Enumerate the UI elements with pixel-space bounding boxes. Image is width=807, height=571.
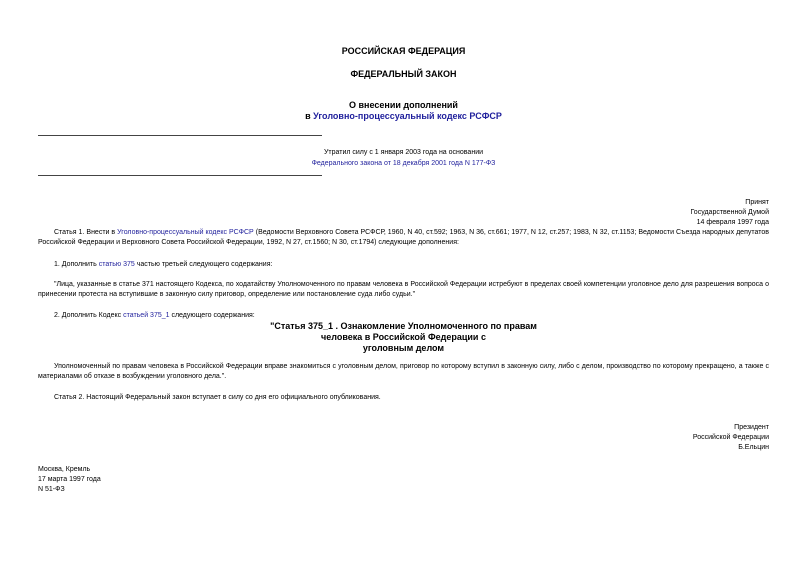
quote-1-paragraph: "Лица, указанные в статье 371 настоящего Кодекса, по ходатайству Уполномоченного по правам человека в Российской Федерации истребуют в пределах своей компетенции уголовное дело для разрешения вопроса о принесении протеста на вступившие в законную силу приговор, определение или постановление суда либо судьи."	[38, 281, 769, 298]
article-375-1-link[interactable]: статьей 375_1	[123, 312, 170, 319]
code-link-title[interactable]: Уголовно-процессуальный кодекс РСФСР	[313, 111, 502, 121]
signature-title: Президент	[734, 424, 769, 431]
new-article-text: Уполномоченный по правам человека в Российской Федерации вправе знакомиться с уголовным делом, приговор по которому вступил в законную силу, либо с делом, производство по которому прекращено, а также с материалами об отказе в возбуждении уголовного дела.".	[38, 363, 769, 380]
repeal-law-link[interactable]: Федерального закона от 18 декабря 2001 года N 177-ФЗ	[311, 160, 496, 167]
adopted-label: Принят	[745, 199, 769, 206]
signature-name: Б.Ельцин	[738, 444, 769, 451]
new-article-title-line3: уголовным делом	[362, 343, 445, 353]
doc-type-heading: ФЕДЕРАЛЬНЫЙ ЗАКОН	[350, 69, 457, 79]
divider-bottom	[38, 175, 322, 176]
signing-date: 17 марта 1997 года	[38, 476, 101, 483]
article-1-paragraph	[38, 228, 769, 248]
signature-org: Российской Федерации	[692, 434, 769, 441]
signing-place: Москва, Кремль	[38, 466, 91, 473]
article-1-text: (Ведомости Верховного Совета РСФСР, 1960, N 40, ст.592; 1963, N 36, ст.661; 1977, N 12, ст.257; 1983, N 32, ст.1153; Ведомости Съезда народных депутатов Российской Федерации и Верховного Совета Российской Федерации, 1992, N 27, ст.1560; N 30, ст.1794) следующие дополнения:	[38, 229, 769, 246]
status-line: Утратил силу с 1 января 2003 года на основании	[323, 149, 484, 156]
divider-top	[38, 135, 322, 136]
item-2-prefix: 2. Дополнить Кодекс	[54, 312, 122, 319]
law-title-line1: О внесении дополнений	[349, 100, 458, 110]
item-2-paragraph	[38, 311, 769, 321]
new-article-title-line1: "Статья 375_1 . Ознакомление Уполномоченного по правам	[270, 321, 537, 331]
law-title-prefix: в	[305, 111, 311, 121]
law-number: N 51-ФЗ	[38, 486, 65, 493]
code-link-article1[interactable]: Уголовно-процессуальный кодекс РСФСР	[117, 229, 254, 236]
item-2-text: следующего содержания:	[171, 312, 255, 319]
article-1-prefix: Статья 1. Внести в	[54, 229, 116, 236]
new-article-title-line2: человека в Российской Федерации с	[321, 332, 486, 342]
item-1-paragraph	[38, 260, 769, 270]
item-1-prefix: 1. Дополнить	[54, 261, 97, 268]
article-375-link[interactable]: статью 375	[98, 261, 135, 268]
country-heading: РОССИЙСКАЯ ФЕДЕРАЦИЯ	[341, 46, 466, 56]
adopted-by: Государственной Думой	[690, 209, 769, 216]
law-title-line2	[0, 111, 807, 121]
article-2-paragraph: Статья 2. Настоящий Федеральный закон вступает в силу со дня его официального опубликования.	[54, 394, 381, 401]
item-1-text: частью третьей следующего содержания:	[136, 261, 273, 268]
adopted-date: 14 февраля 1997 года	[696, 219, 769, 226]
